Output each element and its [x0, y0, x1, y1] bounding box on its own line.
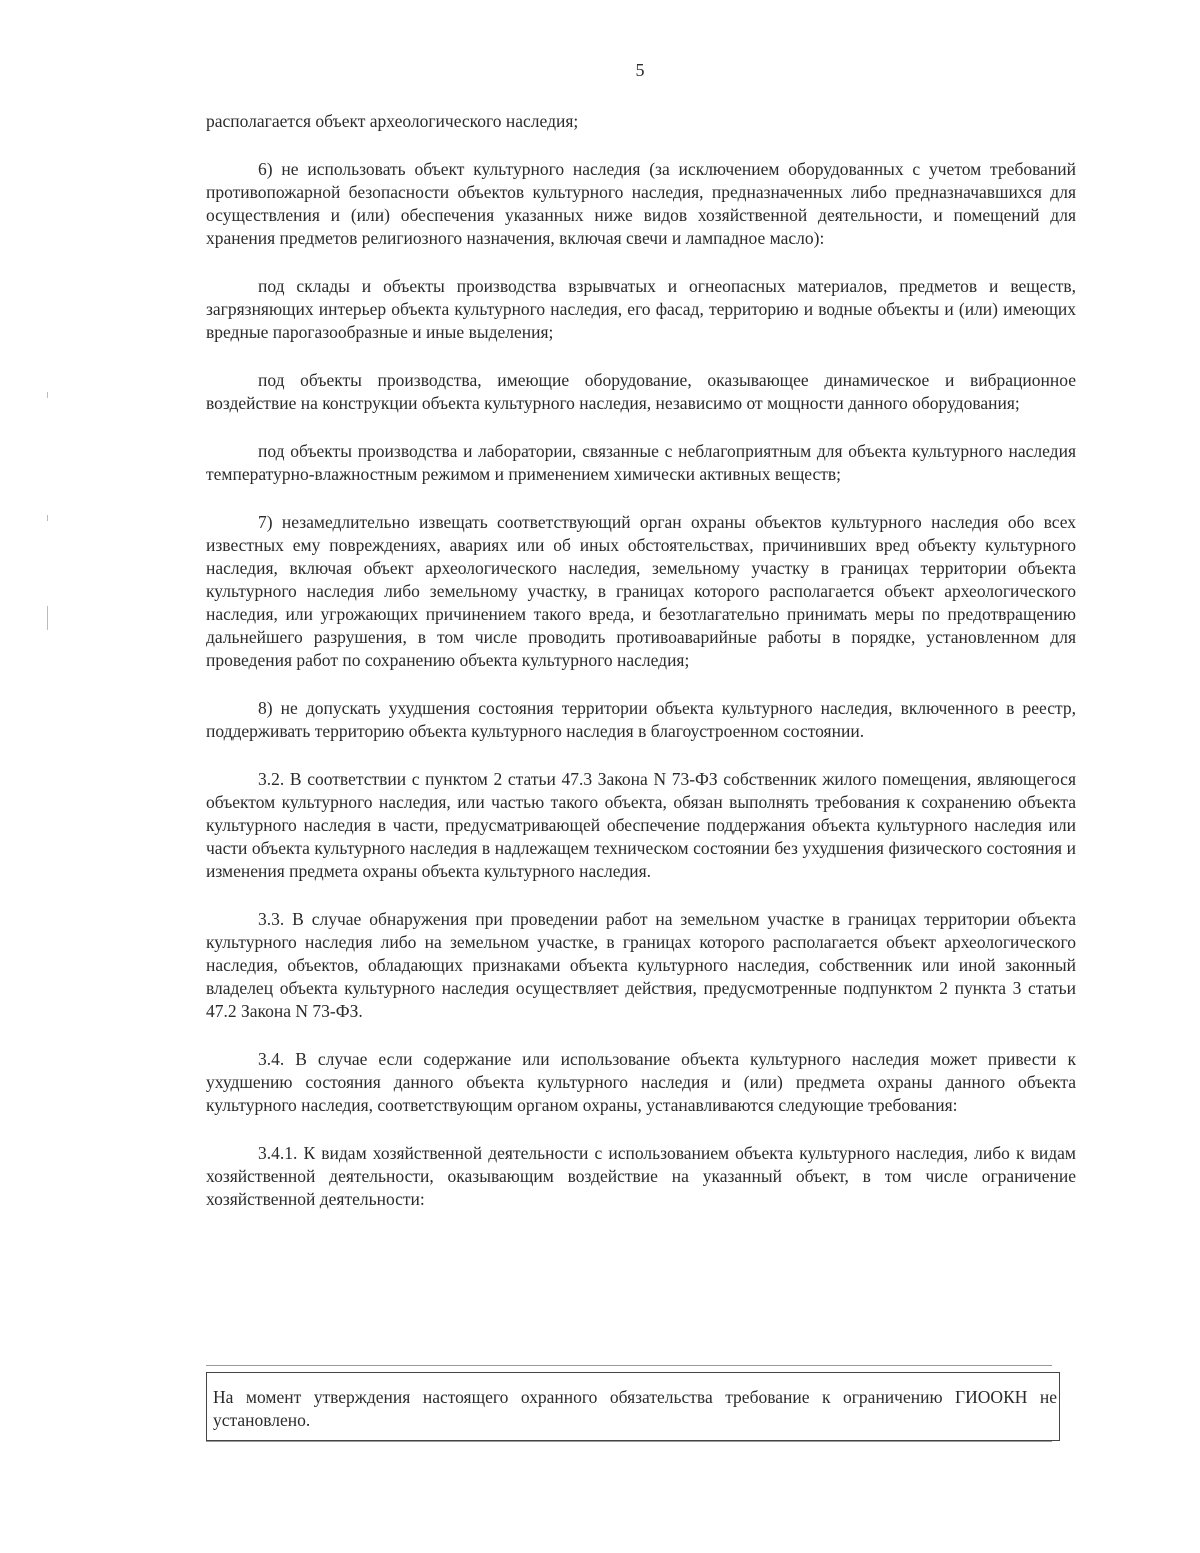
paragraph: 3.3. В случае обнаружения при проведении работ на земельном участке в границах территории объекта культурного наследия либо на земельном участке, в границах которого располагается объект археологического наследия, объектов, обладающих признаками объекта культурного наследия, собственник или иной законный владелец объекта культурного наследия осуществляет действия, предусмотренные подпунктом 2 пункта 3 статьи 47.2 Закона N 73-ФЗ.: [206, 909, 1076, 1021]
paragraph: под объекты производства и лаборатории, связанные с неблагоприятным для объекта культурного наследия температурно-влажностным режимом и применением химически активных веществ;: [206, 441, 1076, 484]
paragraph: 6) не использовать объект культурного наследия (за исключением оборудованных с учетом требований противопожарной безопасности объектов культурного наследия, предназначенных либо предназначавшихся для осуществления и (или) обеспечения указанных ниже видов хозяйственной деятельности, и помещений для хранения предметов религиозного назначения, включая свечи и лампадное масло):: [206, 159, 1076, 248]
paragraph: 7) незамедлительно извещать соответствующий орган охраны объектов культурного наследия обо всех известных ему повреждениях, авариях или об иных обстоятельствах, причинивших вред объекту культурного наследия, включая объект археологического наследия, земельному участку в границах территории объекта культурного наследия либо земельному участку, в границах которого располагается объект археологического наследия, или угрожающих причинением такого вреда, и безотлагательно принимать меры по предотвращению дальнейшего разрушения, в том числе проводить противоаварийные работы в порядке, установленном для проведения работ по сохранению объекта культурного наследия;: [206, 512, 1076, 670]
paragraph: под склады и объекты производства взрывчатых и огнеопасных материалов, предметов и веществ, загрязняющих интерьер объекта культурного наследия, его фасад, территорию и водные объекты и (или) имеющих вредные парогазообразные и иные выделения;: [206, 276, 1076, 342]
paragraph: под объекты производства, имеющие оборудование, оказывающее динамическое и вибрационное воздействие на конструкции объекта культурного наследия, независимо от мощности данного оборудования;: [206, 370, 1076, 413]
page-number: 5: [635, 60, 645, 80]
scan-margin-mark: [47, 606, 48, 630]
scan-margin-mark: [47, 392, 48, 398]
paragraph: 3.4. В случае если содержание или использование объекта культурного наследия может привести к ухудшению состояния данного объекта культурного наследия и (или) предмета охраны данного объекта культурного наследия, соответствующим органом охраны, устанавливаются следующие требования:: [206, 1049, 1076, 1115]
table-bottom-rule: [206, 1441, 1052, 1442]
paragraph: 3.2. В соответствии с пунктом 2 статьи 47.3 Закона N 73-ФЗ собственник жилого помещения, являющегося объектом культурного наследия, или частью такого объекта, обязан выполнять требования к сохранению объекта культурного наследия в части, предусматривающей обеспечение поддержания объекта культурного наследия или части объекта культурного наследия в надлежащем техническом состоянии без ухудшения физического состояния и изменения предмета охраны объекта культурного наследия.: [206, 769, 1076, 881]
paragraph: 3.4.1. К видам хозяйственной деятельности с использованием объекта культурного наследия, либо к видам хозяйственной деятельности, оказывающим воздействие на указанный объект, в том числе ограничение хозяйственной деятельности:: [206, 1143, 1076, 1209]
paragraph: располагается объект археологического наследия;: [206, 111, 579, 131]
restriction-box: [206, 1372, 1060, 1441]
document-body: [206, 110, 1076, 1236]
restriction-text: На момент утверждения настоящего охранного обязательства требование к ограничению ГИООКН не установлено.: [213, 1387, 1057, 1430]
paragraph: 8) не допускать ухудшения состояния территории объекта культурного наследия, включенного в реестр, поддерживать территорию объекта культурного наследия в благоустроенном состоянии.: [206, 698, 1076, 741]
table-top-rule: [206, 1365, 1052, 1366]
scan-margin-mark: [47, 515, 48, 521]
